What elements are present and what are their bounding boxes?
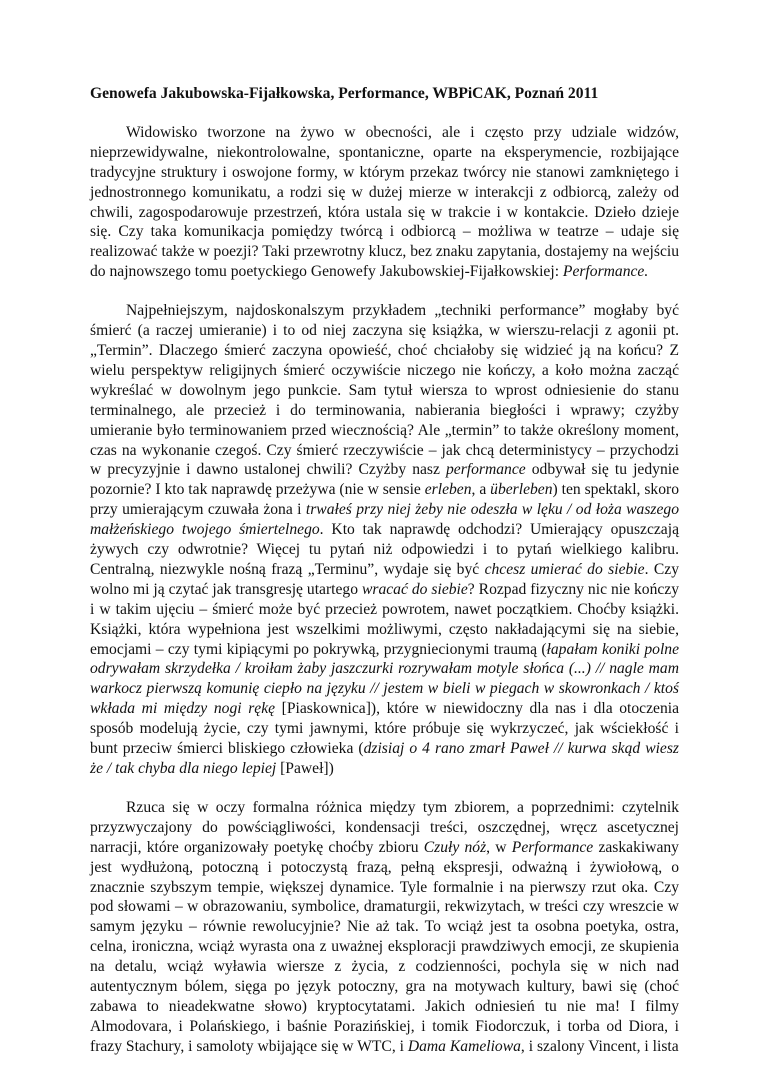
italic-text-run: Performance: [511, 838, 594, 856]
paragraph-2: [90, 301, 679, 779]
text-run: , a: [471, 481, 491, 499]
italic-text-run: łapałam koniki polne odrywałam skrzydełka / kroiłam żaby jaszczurki rozrywałam motyle słońca (...) // nagle mam warkocz pierwszą komunię ciepło na języku // jestem w bieli w piegach w skowronkach / ktoś wkłada mi między nogi rękę: [90, 640, 679, 718]
italic-text-run: trwałeś przy niej żeby nie odeszła w lęku / od łoża waszego małżeńskiego twojego śmiertelnego: [90, 501, 679, 539]
document-title: Genowefa Jakubowska-Fijałkowska, Performance, WBPiCAK, Poznań 2011: [90, 85, 599, 102]
italic-text-run: Performance.: [562, 263, 649, 281]
italic-text-run: Czuły nóż: [423, 838, 487, 856]
text-run: ) ten spektakl, skoro przy umierającym czuwała żona i: [90, 481, 679, 519]
italic-text-run: chcesz umierać do siebie: [484, 560, 645, 578]
italic-text-run: Dama Kameliowa: [407, 1037, 521, 1055]
paragraph-1: [90, 123, 679, 282]
text-run: odbywał się tu jedynie pozornie? I kto tak naprawdę przeżywa (nie w sensie: [90, 461, 679, 499]
text-run: , i szalony Vincent, i lista: [520, 1037, 679, 1055]
italic-text-run: erleben: [424, 481, 472, 499]
italic-text-run: dzisiaj o 4 rano zmarł Paweł // kurwa skąd wiesz że / tak chyba dla niego lepiej: [90, 740, 679, 777]
paragraph-3: [90, 798, 679, 1057]
text-run: . Kto tak naprawdę odchodzi? Umierający opuszczają żywych czy odwrotnie? Więcej tu pytań niż odpowiedzi i to pytań wielkiego kalibru. Centralną, niezwykle nośną frazą „Terminu”, wydaje się być: [90, 521, 679, 578]
text-run: Widowisko tworzone na żywo w obecności, ale i często przy udziale widzów, nieprzewidywalne, niekontrolowalne, spontaniczne, oparte na eksperymencie, rozbijające tradycyjne struktury i oswojone formy, w którym przekaz twórcy nie stanowi zamkniętego i jednostronnego komunikatu, a rodzi się w dużej mierze w interakcji z odbiorcą, zależy od chwili, zagospodarowuje przestrzeń, która ustala się w trakcie i w kontakcie. Dzieło dzieje się. Czy taka komunikacja pomiędzy twórcą i odbiorcą – możliwa w teatrze – udaje się realizować także w poezji? Taki przewrotny klucz, bez znaku zapytania, dostajemy na wejściu do najnowszego tomu poetyckiego Genowefy Jakubowskiej-Fijałkowskiej:: [90, 123, 679, 281]
text-run: Rzuca się w oczy formalna różnica między tym zbiorem, a poprzednimi: czytelnik przyzwyczajony do powściągliwości, kondensacji treści, oszczędnej, wręcz ascetycznej narracji, które organizowały poetykę choćby zbioru: [90, 798, 679, 856]
italic-text-run: wracać do siebie: [361, 580, 468, 598]
italic-text-run: performance: [445, 461, 526, 479]
text-run: [Piaskownica]), które w niewidoczny dla nas i dla otoczenia sposób modelują życie, czy tymi jawnymi, które próbuje się wykrzyczeć, jak wściekłość i bunt przeciw śmierci bliskiego człowieka (: [90, 700, 679, 758]
italic-text-run: überleben: [490, 481, 553, 499]
text-run: zaskakiwany jest wydłużoną, potoczną i potoczystą frazą, pełną ekspresji, odważną i żywiołową, o znacznie szybszym tempie, większej dynamice. Tyle formalnie i na pierwszy rzut oka. Czy pod słowami – w obrazowaniu, symbolice, dramaturgii, rekwizytach, w treści czy wreszcie w samym języku – równie rewolucyjnie? Nie aż tak. To wciąż jest ta osobna poetyka, ostra, celna, ironiczna, wciąż wyrasta ona z uważnej eksploracji prawdziwych emocji, ze skupienia na detalu, wciąż wyławia wiersze z życia, z codzienności, pochyla się w nich nad autentycznym bólem, sięga po język potoczny, gra na motywach kultury, bawi się (choć zabawa to nieadekwatne słowo) kryptocytatami. Jakich odniesień tu nie ma! I filmy Almodovara, i Polańskiego, i baśnie Porazińskiej, i tomik Fiodorczuk, i torba od Diora, i frazy Stachury, i samoloty wbijające się w WTC, i: [90, 838, 679, 1055]
text-run: , w: [486, 838, 512, 856]
text-run: Najpełniejszym, najdoskonalszym przykładem „techniki performance” mogłaby być śmierć (a raczej umieranie) i to od niej zaczyna się książka, w wierszu-relacji z agonii pt. „Termin”. Dlaczego śmierć zaczyna opowieść, choć chciałoby się widzieć ją na końcu? Z wielu perspektyw religijnych śmierć oczywiście niczego nie kończy, a koło można zacząć wykreślać w dowolnym jego punkcie. Sam tytuł wiersza to wprost odniesienie do stanu terminalnego, ale przecież i do terminowania, nabierania biegłości i wprawy; czyżby umieranie było terminowaniem przed wiecznością? Ale „termin” to także określony moment, czas na wykonanie czegoś. Czy śmierć rzeczywiście – jak chcą deterministycy – przychodzi w precyzyjnie i dawno ustalonej chwili? Czyżby nasz: [90, 302, 679, 479]
document-page: [90, 84, 679, 1076]
text-run: ? Rozpad fizyczny nic nie kończy i w takim ujęciu – śmierć może być przecież powrotem, nawet początkiem. Choćby książki. Książki, która wypełniona jest wszelkimi możliwymi, często nakładającymi się na siebie, emocjami – czy tymi kipiącymi po pokrywką, przygniecionymi traumą (: [90, 580, 680, 658]
text-run: [Paweł]): [276, 760, 334, 777]
text-run: . Czy wolno mi ją czytać jak transgresję utartego: [90, 560, 679, 598]
